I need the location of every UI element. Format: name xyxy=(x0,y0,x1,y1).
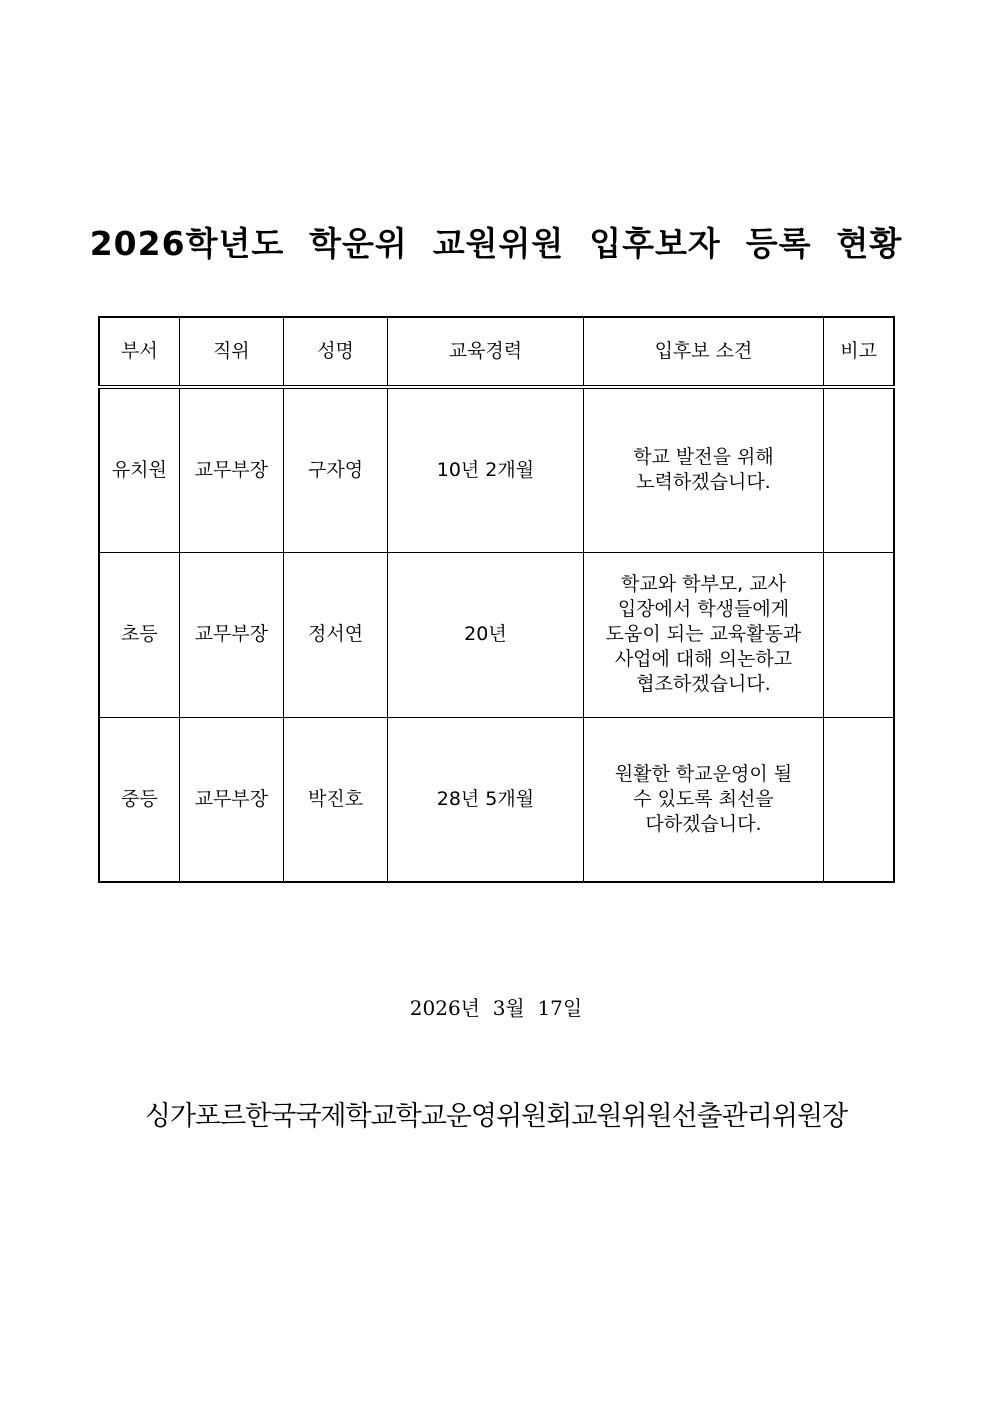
cell-name: 박진호 xyxy=(283,717,387,882)
table-row xyxy=(99,387,894,552)
header-dept: 부서 xyxy=(99,317,179,387)
document-date: 2026년 3월 17일 xyxy=(409,996,583,1020)
cell-note xyxy=(824,552,894,717)
cell-experience: 10년 2개월 xyxy=(388,387,583,552)
cell-position: 교무부장 xyxy=(179,717,283,882)
header-experience: 교육경력 xyxy=(388,317,583,387)
cell-position: 교무부장 xyxy=(179,552,283,717)
cell-dept: 초등 xyxy=(99,552,179,717)
header-remarks: 입후보 소견 xyxy=(583,317,824,387)
header-note: 비고 xyxy=(824,317,894,387)
cell-remarks: 원활한 학교운영이 될 수 있도록 최선을 다하겠습니다. xyxy=(583,717,824,882)
cell-dept: 중등 xyxy=(99,717,179,882)
cell-experience: 20년 xyxy=(388,552,583,717)
cell-position: 교무부장 xyxy=(179,387,283,552)
cell-name: 구자영 xyxy=(283,387,387,552)
cell-experience: 28년 5개월 xyxy=(388,717,583,882)
cell-dept: 유치원 xyxy=(99,387,179,552)
cell-note xyxy=(824,387,894,552)
header-position: 직위 xyxy=(179,317,283,387)
table-row xyxy=(99,717,894,882)
cell-remarks: 학교 발전을 위해 노력하겠습니다. xyxy=(583,387,824,552)
cell-note xyxy=(824,717,894,882)
table-row xyxy=(99,552,894,717)
table-header-row xyxy=(99,317,894,387)
cell-remarks: 학교와 학부모, 교사 입장에서 학생들에게 도움이 되는 교육활동과 사업에 대해 의논하고 협조하겠습니다. xyxy=(583,552,824,717)
header-name: 성명 xyxy=(283,317,387,387)
candidate-table xyxy=(98,316,895,883)
signer-title: 싱가포르한국국제학교학교운영위원회교원위원선출관리위원장 xyxy=(144,1101,848,1132)
document-title: 2026학년도 학운위 교원위원 입후보자 등록 현황 xyxy=(89,224,903,263)
cell-name: 정서연 xyxy=(283,552,387,717)
